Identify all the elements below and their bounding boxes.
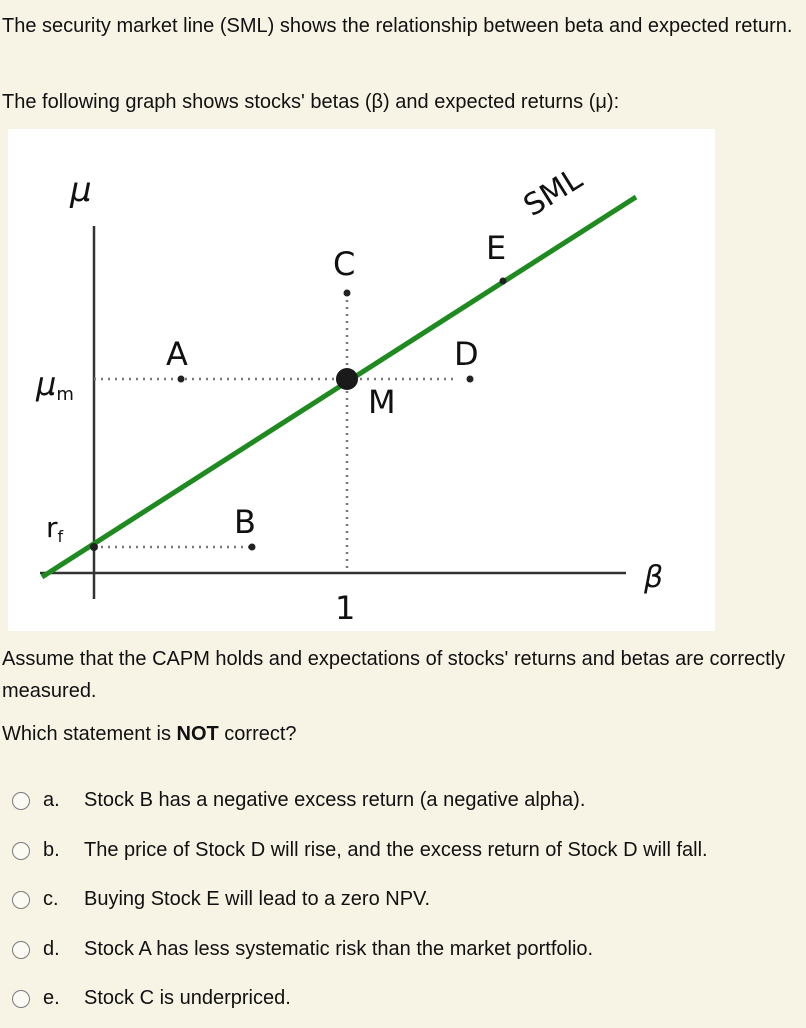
option-letter: d. [43, 937, 60, 960]
option-a[interactable] [0, 780, 806, 830]
label-b: B [234, 503, 256, 541]
point-c [344, 290, 351, 297]
option-letter: a. [43, 789, 60, 811]
question-emphasis: NOT [176, 723, 219, 745]
option-text[interactable]: Stock A has less systematic risk than the market portfolio. [84, 937, 594, 960]
label-c: C [333, 245, 356, 283]
graph-caption: The following graph shows stocks' betas (β) and expected returns (μ): [2, 91, 620, 113]
radio-button[interactable] [12, 990, 30, 1008]
question-prefix: Which statement is [2, 723, 177, 745]
option-letter: e. [43, 987, 60, 1009]
label-e: E [486, 229, 507, 267]
radio-button[interactable] [12, 941, 30, 959]
question-text [2, 718, 297, 750]
label-d: D [454, 335, 479, 373]
y-axis-label: μ [70, 170, 92, 210]
intro-text: The security market line (SML) shows the relationship between beta and expected return. [2, 15, 793, 37]
sml-label: SML [517, 161, 589, 224]
sml-diagram-svg [8, 129, 715, 631]
sml-diagram [8, 129, 715, 631]
radio-button[interactable] [12, 842, 30, 860]
option-text[interactable]: Buying Stock E will lead to a zero NPV. [84, 888, 431, 910]
option-letter: b. [43, 838, 60, 861]
option-d[interactable] [0, 929, 806, 979]
x-axis-label: β [644, 560, 664, 595]
option-e[interactable] [0, 978, 806, 1028]
label-a: A [166, 335, 188, 373]
market-beta-tick: 1 [335, 589, 356, 627]
point-e [500, 278, 507, 285]
point-d [467, 376, 474, 383]
option-b[interactable] [0, 830, 806, 880]
market-point [336, 368, 358, 390]
label-m: M [368, 383, 396, 421]
option-text[interactable]: Stock B has a negative excess return (a negative alpha). [84, 789, 586, 811]
option-c[interactable] [0, 879, 806, 929]
radio-button[interactable] [12, 891, 30, 909]
point-b [249, 544, 256, 551]
answer-options [0, 780, 806, 1028]
point-a [178, 376, 185, 383]
option-text[interactable]: Stock C is underpriced. [84, 987, 291, 1009]
risk-free-label: rf [46, 511, 64, 546]
assumption-text: Assume that the CAPM holds and expectations of stocks' returns and betas are correctly measured. [2, 648, 786, 702]
option-letter: c. [43, 888, 59, 910]
risk-free-point [90, 543, 98, 551]
market-return-label: μm [36, 365, 74, 405]
radio-button[interactable] [12, 792, 30, 810]
option-text[interactable]: The price of Stock D will rise, and the excess return of Stock D will fall. [84, 838, 708, 861]
question-suffix: correct? [218, 723, 297, 745]
